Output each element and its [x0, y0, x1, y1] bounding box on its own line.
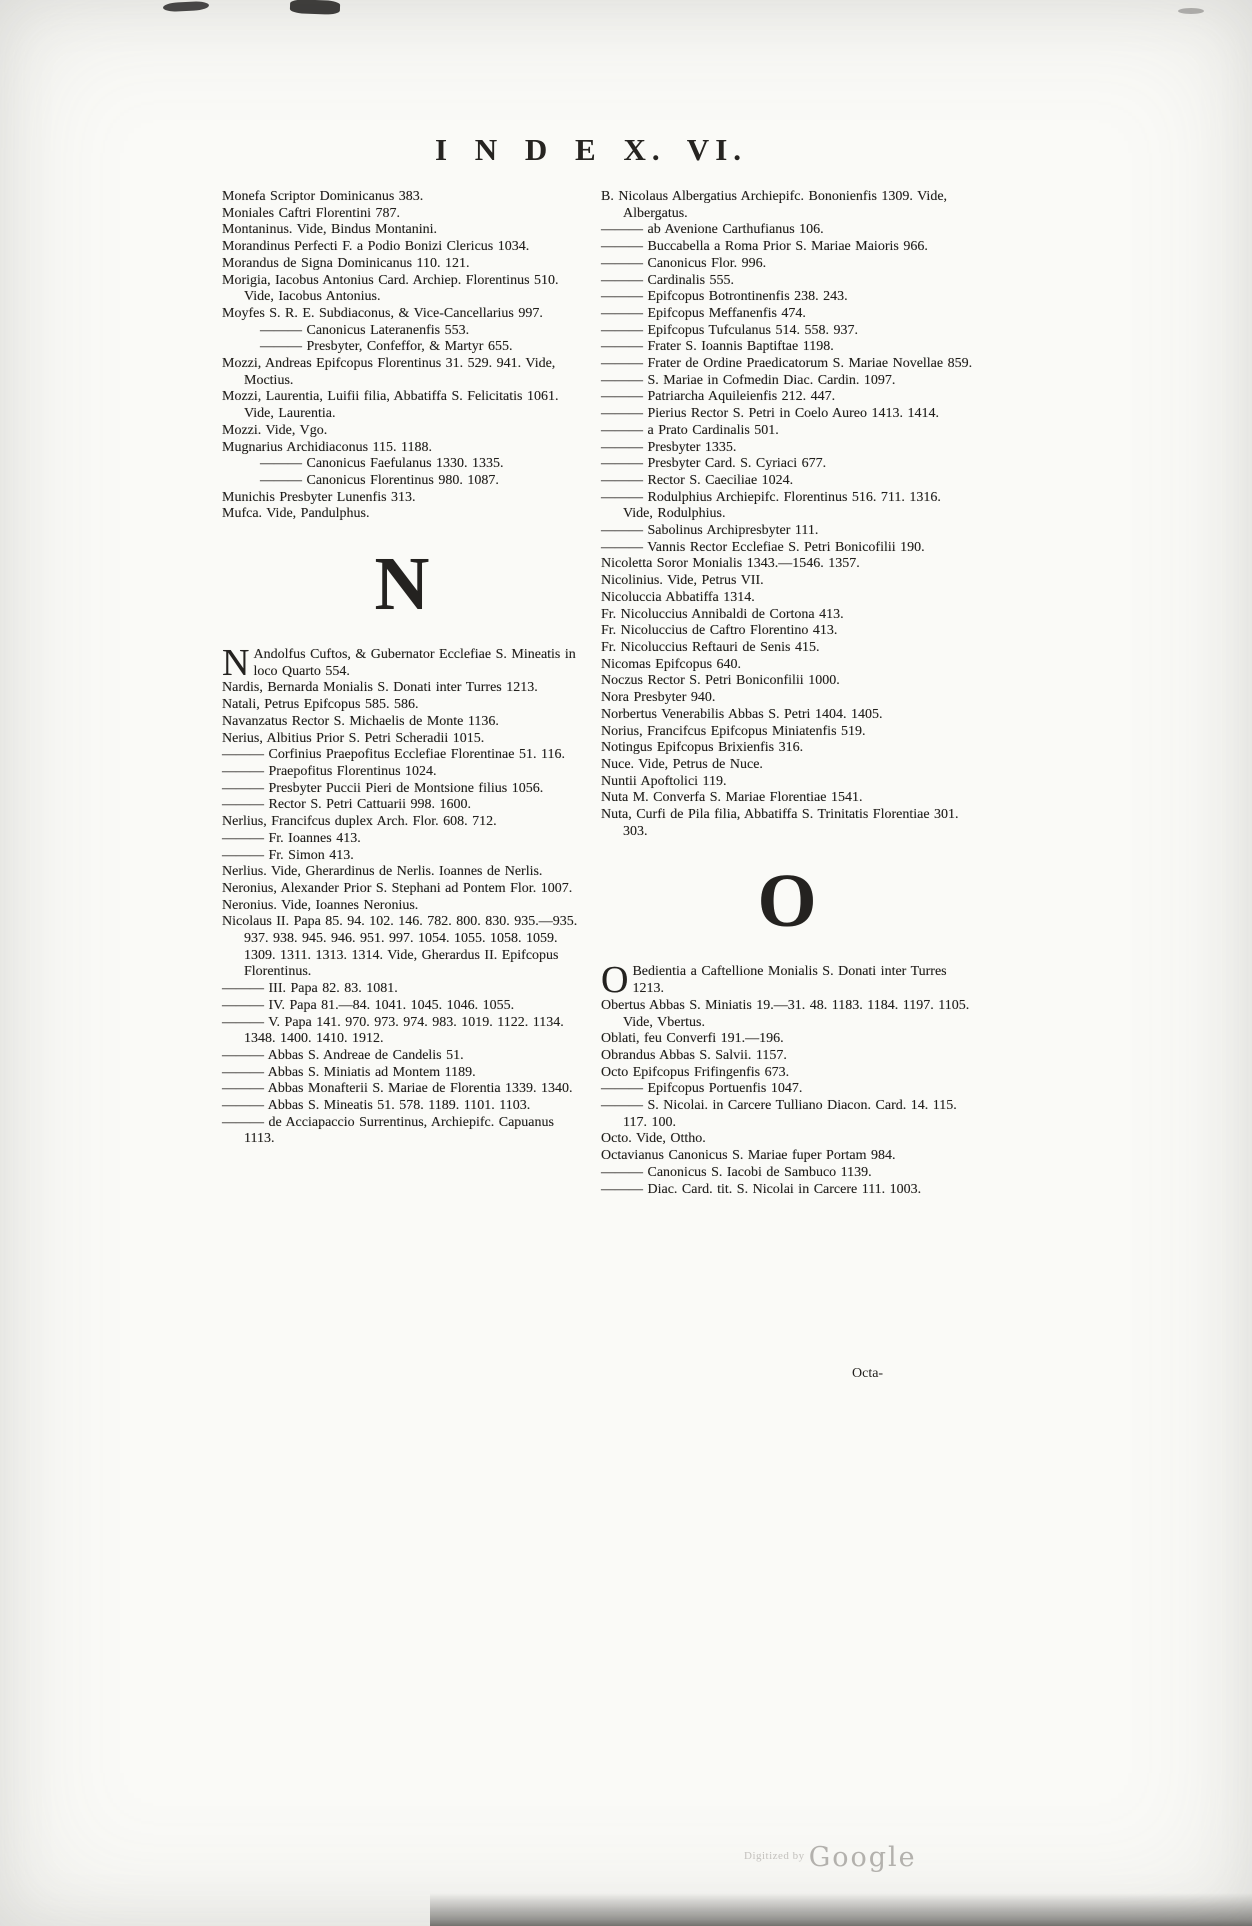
index-entry: Noczus Rector S. Petri Boniconfilii 1000. — [601, 673, 840, 689]
index-entry: Mugnarius Archidiaconus 115. 1188. — [222, 439, 432, 455]
index-entry: ——— Corfinius Praepofitus Ecclefiae Florentinae 51. 116. — [222, 747, 565, 763]
index-entry: ——— Frater de Ordine Praedicatorum S. Mariae Novellae 859. — [601, 356, 973, 372]
scan-artifact — [290, 0, 340, 15]
index-entry: ——— de Acciapaccio Surrentinus, Archiepifc. Capuanus 1113. — [222, 1114, 554, 1147]
index-entry: ——— Epifcopus Botrontinenfis 238. 243. — [601, 289, 848, 305]
index-entry: ——— Rector S. Petri Cattuarii 998. 1600. — [222, 797, 472, 813]
index-entry: Nuta, Curfi de Pila filia, Abbatiffa S. Trinitatis Florentiae 301. 303. — [601, 807, 959, 839]
index-entry: ——— Abbas S. Mineatis 51. 578. 1189. 1101. 1103. — [222, 1098, 531, 1114]
page-header — [36, 132, 1146, 168]
index-entry: Morigia, Iacobus Antonius Card. Archiep. Florentinus 510. Vide, Iacobus Antonius. — [222, 272, 559, 305]
index-entry: Mozzi, Andreas Epifcopus Florentinus 31. 529. 941. Vide, Moctius. — [222, 356, 556, 388]
scan-artifact — [1178, 8, 1204, 14]
index-entry: Nerlius, Francifcus duplex Arch. Flor. 608. 712. — [222, 814, 497, 830]
index-entry: ——— a Prato Cardinalis 501. — [601, 422, 779, 438]
index-entry: Notingus Epifcopus Brixienfis 316. — [601, 740, 804, 756]
column-left — [222, 189, 582, 1148]
index-entry: ——— Pierius Rector S. Petri in Coelo Aureo 1413. 1414. — [601, 406, 939, 422]
scan-shadow — [430, 1893, 1252, 1926]
index-entry: Norbertus Venerabilis Abbas S. Petri 1404. 1405. — [601, 706, 883, 722]
index-entry: ——— Buccabella a Roma Prior S. Mariae Maioris 966. — [601, 239, 928, 255]
index-entry: ——— Epifcopus Portuenfis 1047. — [601, 1081, 803, 1097]
index-entry: ——— S. Mariae in Cofmedin Diac. Cardin. 1097. — [601, 372, 896, 388]
index-entry: ——— Presbyter Puccii Pieri de Montsione filius 1056. — [222, 780, 544, 796]
index-entry: ——— Rector S. Caeciliae 1024. — [601, 472, 794, 488]
index-entry: Nerlius. Vide, Gherardinus de Nerlis. Ioannes de Nerlis. — [222, 864, 543, 880]
index-entry: Nicomas Epifcopus 640. — [601, 656, 742, 672]
index-entry: Fr. Nicoluccius Reftauri de Senis 415. — [601, 639, 820, 655]
index-title: I N D E X. VI. — [434, 132, 748, 167]
catchword: Octa- — [852, 1366, 884, 1381]
index-entry: Mufca. Vide, Pandulphus. — [222, 506, 370, 522]
index-entry: Natali, Petrus Epifcopus 585. 586. — [222, 697, 419, 713]
index-entry: ——— Patriarcha Aquileienfis 212. 447. — [601, 389, 836, 405]
index-entry: Octavianus Canonicus S. Mariae fuper Portam 984. — [601, 1148, 896, 1164]
index-entry: ——— Canonicus Florentinus 980. 1087. — [260, 472, 499, 488]
index-entry: Obrandus Abbas S. Salvii. 1157. — [601, 1047, 787, 1063]
drop-cap: N — [222, 642, 250, 685]
index-entry: Morandus de Signa Dominicanus 110. 121. — [222, 255, 470, 271]
index-entry: B. Nicolaus Albergatius Archiepifc. Bononienfis 1309. Vide, Albergatus. — [601, 189, 948, 221]
index-entry: ——— Praepofitus Florentinus 1024. — [222, 763, 437, 779]
index-entry: Nora Presbyter 940. — [601, 690, 716, 706]
index-entry: ——— IV. Papa 81.—84. 1041. 1045. 1046. 1055. — [222, 997, 515, 1013]
index-entry: Moyfes S. R. E. Subdiaconus, & Vice-Cancellarius 997. — [222, 305, 543, 321]
index-entry: ——— V. Papa 141. 970. 973. 974. 983. 1019. 1122. 1134. 1348. 1400. 1410. 1912. — [222, 1014, 564, 1047]
index-entry: Mozzi, Laurentia, Luifii filia, Abbatiffa S. Felicitatis 1061. Vide, Laurentia. — [222, 389, 559, 422]
index-entry: Neronius. Vide, Ioannes Neronius. — [222, 897, 419, 913]
index-entry: ——— Canonicus Faefulanus 1330. 1335. — [260, 456, 504, 472]
section-letter-O: O — [757, 859, 817, 944]
index-entry: Oblati, feu Converfi 191.—196. — [601, 1031, 784, 1047]
index-entry: Nuntii Apoftolici 119. — [601, 773, 727, 789]
index-entry: Obertus Abbas S. Miniatis 19.—31. 48. 1183. 1184. 1197. 1105. Vide, Vbertus. — [601, 997, 970, 1030]
index-entry: Neronius, Alexander Prior S. Stephani ad Pontem Flor. 1007. — [222, 880, 573, 896]
watermark-google-text: Google — [808, 1842, 917, 1873]
index-entry: Nardis, Bernarda Monialis S. Donati inter Turres 1213. — [222, 680, 538, 696]
index-entry: Nicoletta Soror Monialis 1343.—1546. 1357. — [601, 556, 860, 572]
index-entry: Nicoluccia Abbatiffa 1314. — [601, 589, 755, 605]
index-entry: ——— ab Avenione Carthufianus 106. — [601, 222, 824, 238]
index-entry: ——— Fr. Ioannes 413. — [222, 830, 361, 846]
index-entry: Morandinus Perfecti F. a Podio Bonizi Clericus 1034. — [222, 239, 530, 255]
index-entry: Norius, Francifcus Epifcopus Miniatenfis 519. — [601, 723, 866, 739]
index-entry: Nicolaus II. Papa 85. 94. 102. 146. 782. 800. 830. 935.—935. 937. 938. 945. 946. 951. 997. 1054. 1055. 1058. 1059. 1309. 1311. 1313. 1314. Vide, Gherardus II. Epifcopus Florentinus. — [222, 914, 578, 980]
index-entry: ——— Abbas S. Miniatis ad Montem 1189. — [222, 1064, 476, 1080]
index-entry: ——— Presbyter, Confeffor, & Martyr 655. — [260, 339, 513, 355]
index-entry: ——— Canonicus Flor. 996. — [601, 255, 767, 271]
index-entry: ——— III. Papa 82. 83. 1081. — [222, 981, 398, 997]
index-entry: ——— Diac. Card. tit. S. Nicolai in Carcere 111. 1003. — [601, 1181, 922, 1197]
watermark-digitized-text: Digitized by — [744, 1850, 805, 1862]
index-entry: Nicolinius. Vide, Petrus VII. — [601, 573, 764, 589]
index-entry: ——— Frater S. Ioannis Baptiftae 1198. — [601, 339, 834, 355]
scan-artifact — [163, 1, 209, 12]
index-entry: ——— Epifcopus Meffanenfis 474. — [601, 305, 806, 321]
index-entry: N Andolfus Cuftos, & Gubernator Ecclefiae S. Mineatis in loco Quarto 554. — [222, 642, 576, 685]
index-entry: ——— Presbyter 1335. — [601, 439, 737, 455]
index-entry: Navanzatus Rector S. Michaelis de Monte 1136. — [222, 713, 499, 729]
index-entry: ——— Canonicus Lateranenfis 553. — [260, 322, 470, 338]
index-entry: Munichis Presbyter Lunenfis 313. — [222, 489, 416, 505]
index-entry: ——— Rodulphius Archiepifc. Florentinus 516. 711. 1316. Vide, Rodulphius. — [601, 489, 941, 522]
index-entry: Moniales Caftri Florentini 787. — [222, 205, 400, 221]
index-entry: ——— Abbas Monafterii S. Mariae de Florentia 1339. 1340. — [222, 1081, 573, 1097]
index-entry: ——— Canonicus S. Iacobi de Sambuco 1139. — [601, 1164, 872, 1180]
index-entry: ——— Cardinalis 555. — [601, 272, 735, 288]
index-entry: Octo Epifcopus Frifingenfis 673. — [601, 1064, 790, 1080]
index-entry: Fr. Nicoluccius de Caftro Florentino 413. — [601, 623, 838, 639]
index-entry: O Bedientia a Caftellione Monialis S. Donati inter Turres 1213. — [601, 959, 947, 1002]
index-entry: Nuta M. Converfa S. Mariae Florentiae 1541. — [601, 790, 863, 806]
column-right — [601, 189, 973, 1198]
index-entry: Nerius, Albitius Prior S. Petri Scheradii 1015. — [222, 730, 485, 746]
index-entry: Mozzi. Vide, Vgo. — [222, 422, 328, 438]
index-entry: ——— Sabolinus Archipresbyter 111. — [601, 523, 819, 539]
index-entry: Montaninus. Vide, Bindus Montanini. — [222, 222, 438, 238]
index-entry: ——— Abbas S. Andreae de Candelis 51. — [222, 1047, 464, 1063]
index-entry: ——— Presbyter Card. S. Cyriaci 677. — [601, 456, 827, 472]
section-letter-N: N — [374, 542, 430, 627]
index-entry: Nuce. Vide, Petrus de Nuce. — [601, 756, 763, 772]
drop-cap: O — [601, 959, 629, 1002]
index-entry: Octo. Vide, Ottho. — [601, 1131, 706, 1147]
index-entry: ——— Vannis Rector Ecclefiae S. Petri Bonicofilii 190. — [601, 539, 925, 555]
google-watermark — [744, 1842, 917, 1873]
index-entry: Monefa Scriptor Dominicanus 383. — [222, 189, 424, 204]
index-entry: ——— S. Nicolai. in Carcere Tulliano Diacon. Card. 14. 115. 117. 100. — [601, 1098, 957, 1130]
index-entry: ——— Fr. Simon 413. — [222, 847, 354, 863]
index-entry: ——— Epifcopus Tufculanus 514. 558. 937. — [601, 322, 858, 338]
index-entry: Fr. Nicoluccius Annibaldi de Cortona 413. — [601, 606, 844, 622]
